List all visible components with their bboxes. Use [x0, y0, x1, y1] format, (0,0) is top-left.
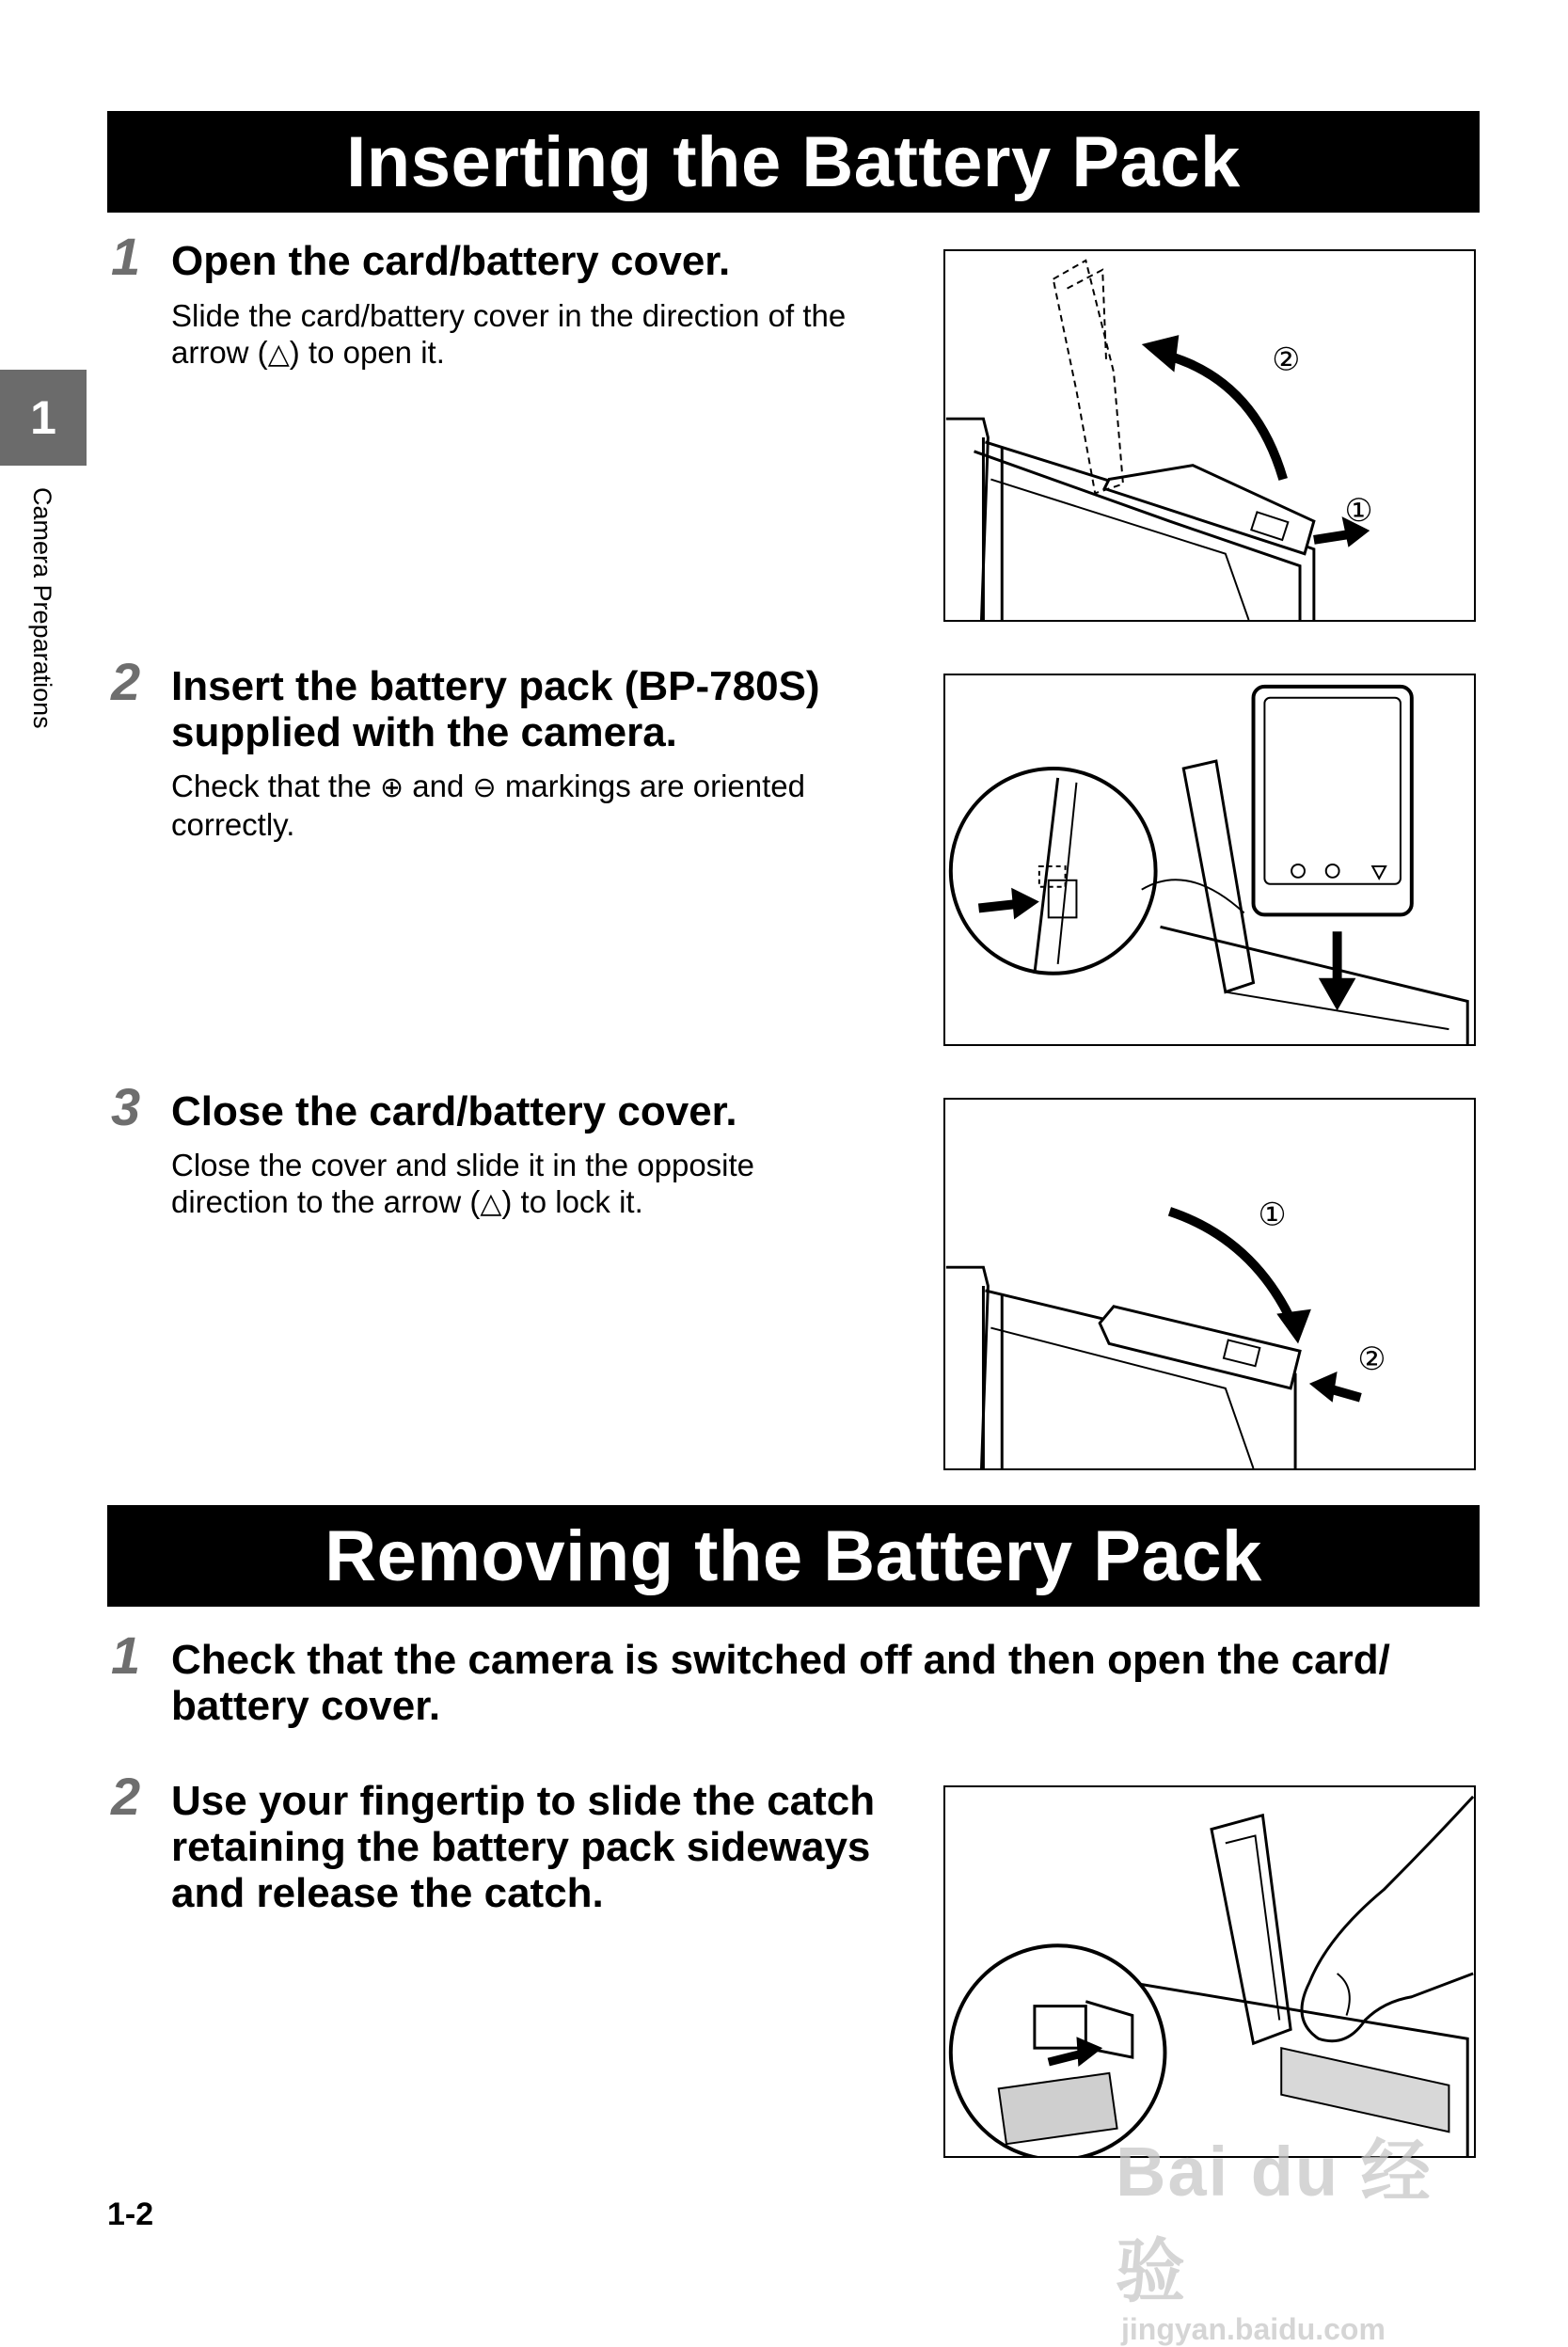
triangle-icon: △	[480, 1187, 502, 1220]
figure-open-cover	[943, 249, 1476, 622]
step-number: 2	[111, 652, 141, 711]
step-title: Insert the battery pack (BP-780S) supplied with the camera.	[171, 663, 820, 755]
insert-battery-illustration	[945, 675, 1474, 1044]
step-number: 3	[111, 1077, 141, 1136]
callout-2: ②	[1357, 1340, 1386, 1378]
figure-insert-battery	[943, 674, 1476, 1046]
callout-1: ①	[1344, 492, 1373, 530]
step-description: Check that the ⊕ and ⊖ markings are oriented correctly.	[171, 769, 805, 842]
step-number: 1	[111, 1625, 141, 1685]
watermark-logo-text: Bai du 经验	[1116, 2133, 1433, 2310]
open-cover-illustration	[945, 251, 1474, 620]
chapter-label: Camera Preparations	[28, 487, 56, 729]
callout-2: ②	[1272, 341, 1301, 378]
step-title: Open the card/battery cover.	[171, 238, 731, 284]
section-title-removing: Removing the Battery Pack	[107, 1505, 1480, 1607]
section-title-inserting: Inserting the Battery Pack	[107, 111, 1480, 213]
figure-close-cover	[943, 1098, 1476, 1470]
minus-icon: ⊖	[472, 771, 497, 804]
step-description: Slide the card/battery cover in the direction of the arrow (△) to open it.	[171, 298, 847, 371]
close-cover-illustration	[945, 1100, 1474, 1468]
chapter-tab: 1	[0, 370, 87, 466]
page-number: 1-2	[107, 2196, 154, 2232]
step-number: 2	[111, 1767, 141, 1826]
plus-icon: ⊕	[379, 771, 404, 804]
step-title: Use your fingertip to slide the catch retaining the battery pack sideways and release the catch.	[171, 1778, 876, 1916]
step-number: 1	[111, 227, 141, 286]
callout-1: ①	[1258, 1196, 1287, 1233]
figure-release-catch	[943, 1785, 1476, 2158]
step-title: Check that the camera is switched off and then open the card/ battery cover.	[171, 1637, 1390, 1729]
watermark-url: jingyan.baidu.com	[1121, 2312, 1386, 2346]
step-description: Close the cover and slide it in the opposite direction to the arrow (△) to lock it.	[171, 1148, 755, 1220]
triangle-icon: △	[267, 338, 290, 371]
release-catch-illustration	[945, 1787, 1474, 2156]
step-title: Close the card/battery cover.	[171, 1088, 737, 1134]
watermark	[1116, 2117, 1454, 2346]
